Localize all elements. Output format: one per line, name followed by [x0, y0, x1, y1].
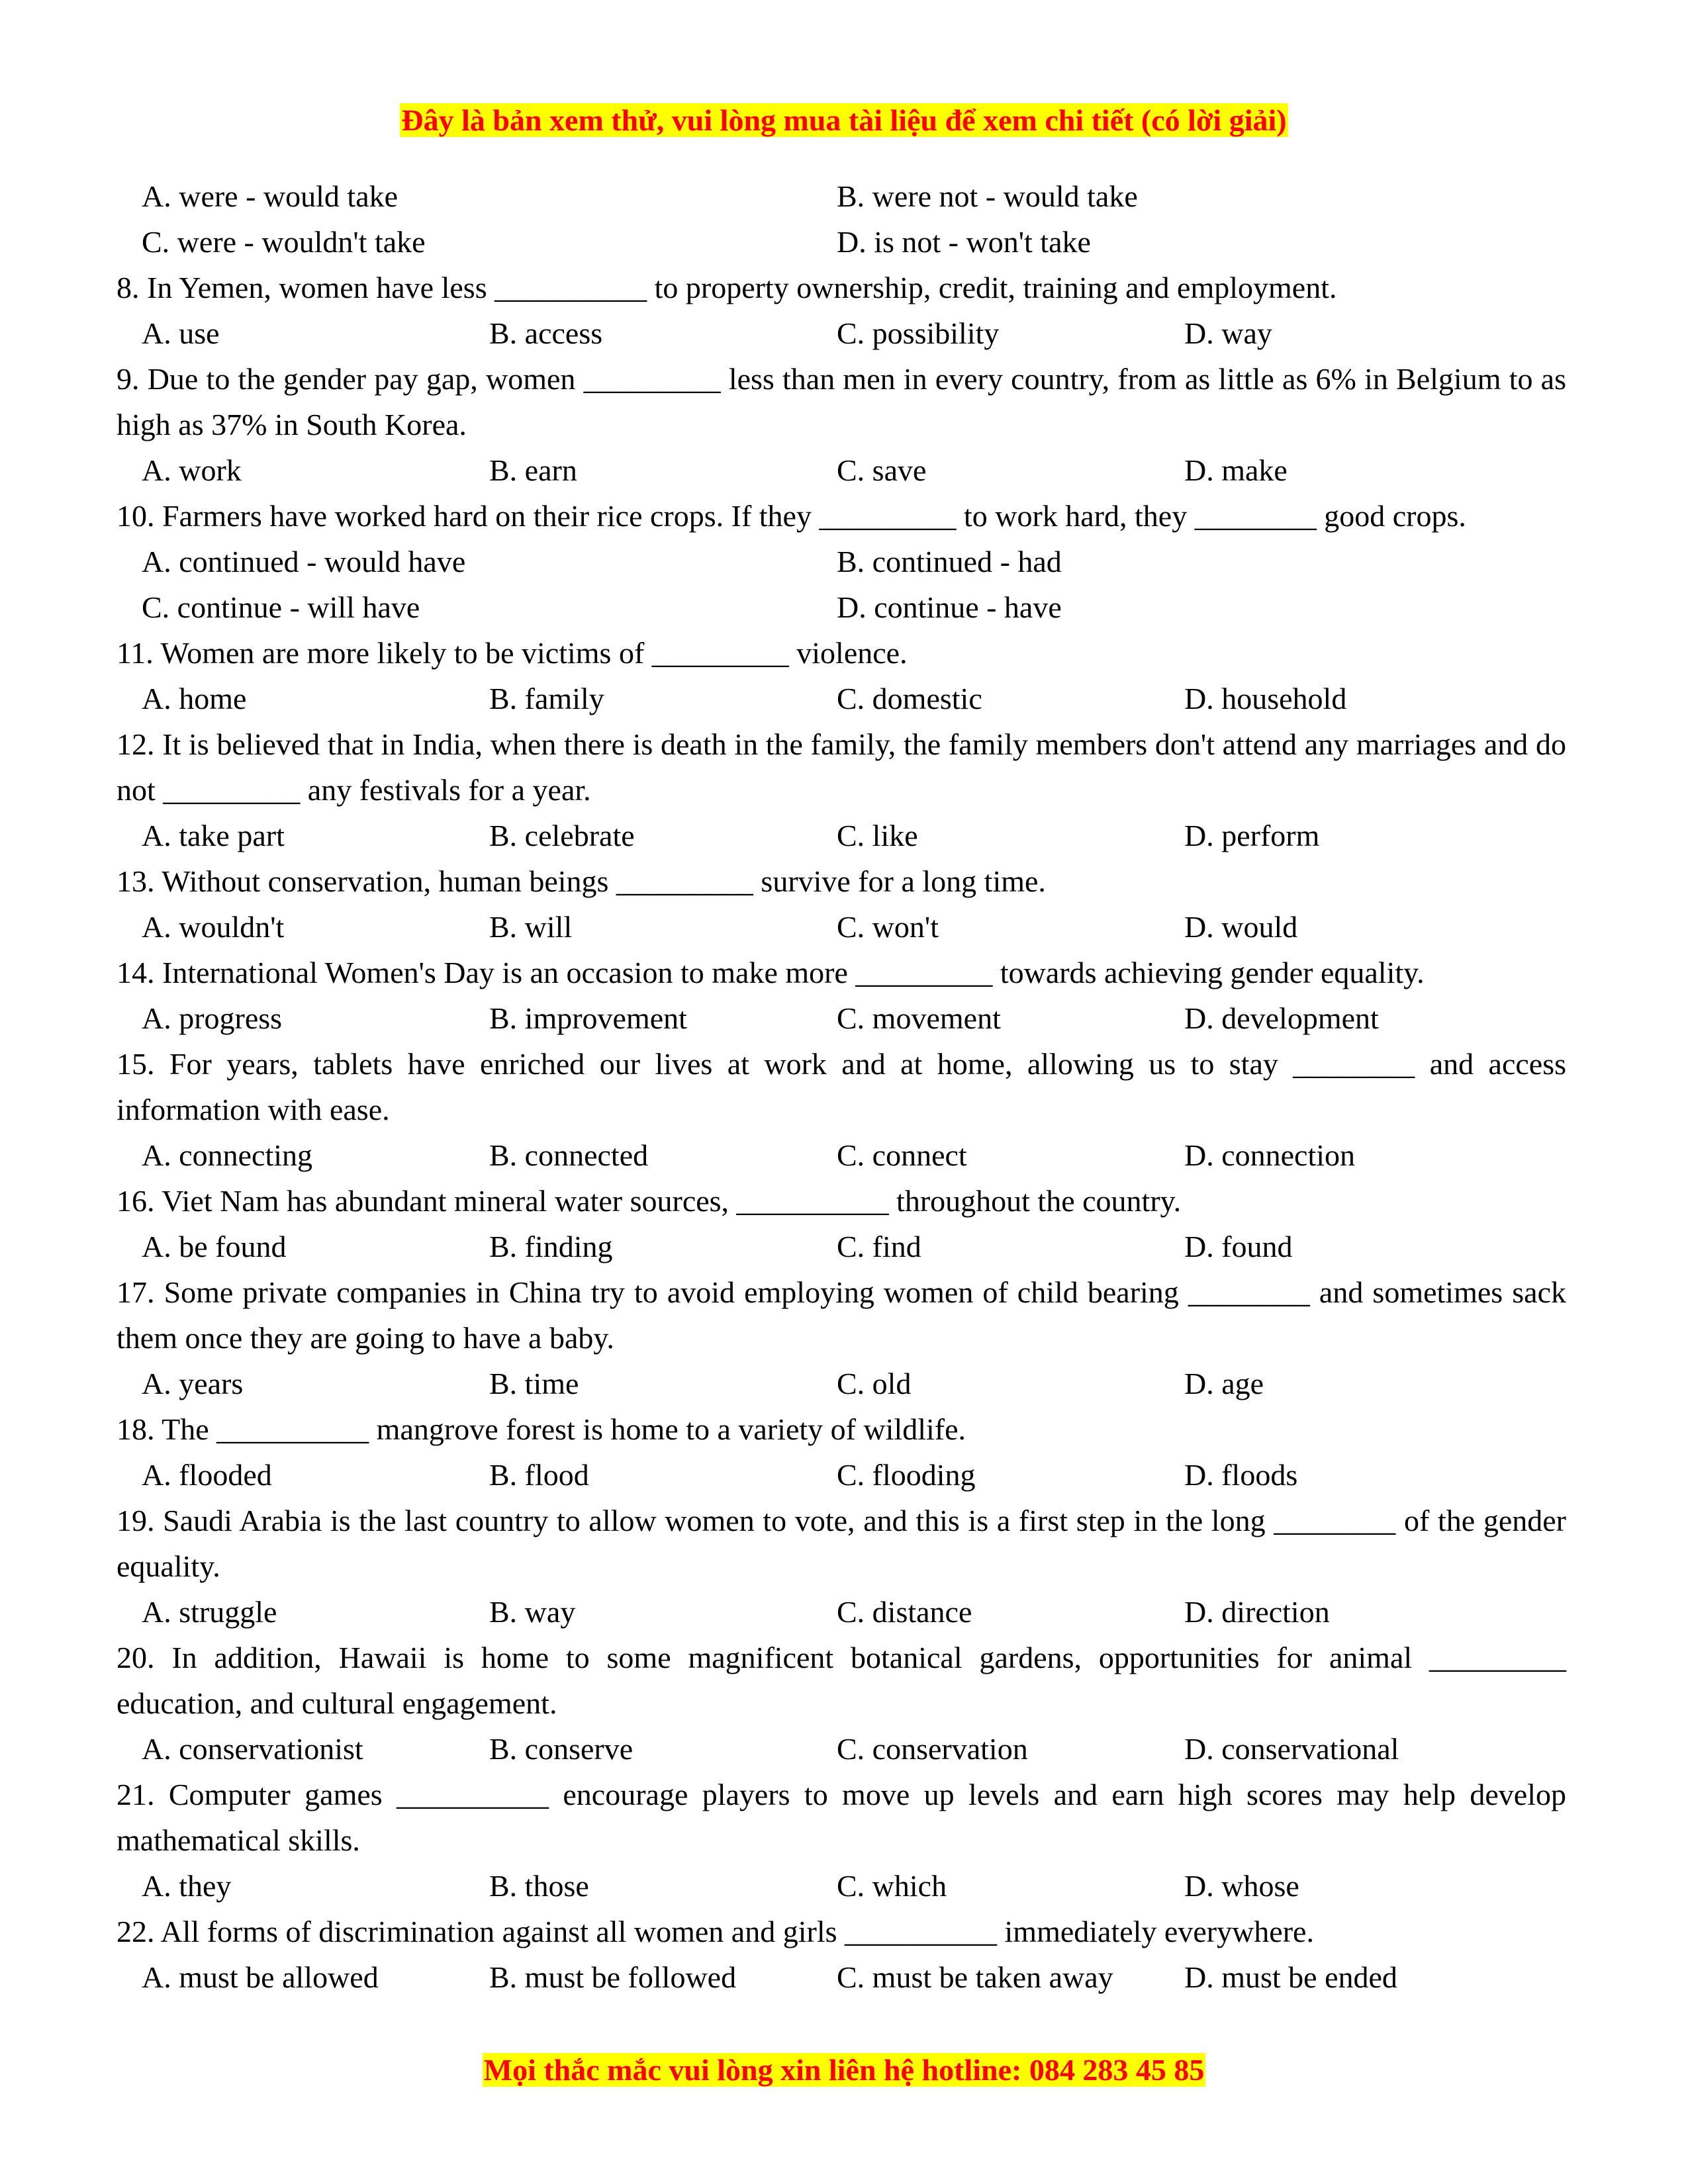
answer-option: A. connecting [142, 1138, 313, 1172]
answer-option: C. connect [837, 1138, 967, 1172]
answer-option: B. access [489, 316, 603, 350]
answer-option: C. flooding [837, 1458, 976, 1492]
question-stem: 15. For years, tablets have enriched our lives at work and at home, allowing us to stay ________ and access information with ease. [117, 1047, 1566, 1126]
question-stem: 19. Saudi Arabia is the last country to allow women to vote, and this is a first step in the long ________ of the gender equality. [117, 1504, 1566, 1583]
answer-option: D. direction [1184, 1595, 1330, 1629]
question-stem: 21. Computer games __________ encourage players to move up levels and earn high scores may help develop mathematical skills. [117, 1778, 1566, 1857]
options-row [117, 995, 1566, 1041]
question-item [117, 356, 1566, 493]
options-row [117, 1589, 1566, 1635]
answer-option: A. wouldn't [142, 910, 285, 944]
answer-option: D. perform [1184, 819, 1320, 852]
answer-option: A. be found [142, 1230, 287, 1263]
question-stem: 9. Due to the gender pay gap, women _________ less than men in every country, from as little as 6% in Belgium to as high as 37% in South Korea. [117, 362, 1566, 441]
answer-option: A. conservationist [142, 1732, 363, 1766]
answer-option: A. must be allowed [142, 1960, 379, 1994]
answer-option: D. household [1184, 682, 1347, 715]
question-item [117, 1269, 1566, 1406]
options-row [117, 1452, 1566, 1498]
question-item [117, 1406, 1566, 1498]
answer-option: B. were not - would take [837, 179, 1138, 213]
question-item [117, 1635, 1566, 1772]
question-list [117, 173, 1566, 2000]
question-item [117, 630, 1566, 721]
answer-option: B. family [489, 682, 604, 715]
answer-option: A. struggle [142, 1595, 277, 1629]
answer-option: C. distance [837, 1595, 972, 1629]
answer-option: A. work [142, 453, 242, 487]
answer-option: B. continued - had [837, 545, 1062, 578]
answer-option: D. age [1184, 1367, 1264, 1400]
preview-notice-text: Đây là bản xem thử, vui lòng mua tài liệu để xem chi tiết (có lời giải) [401, 103, 1287, 137]
question-stem: 18. The __________ mangrove forest is home to a variety of wildlife. [117, 1412, 966, 1446]
answer-option: B. celebrate [489, 819, 635, 852]
question-item [117, 265, 1566, 356]
question-stem: 22. All forms of discrimination against all women and girls __________ immediately everywhere. [117, 1915, 1314, 1948]
answer-option: A. they [142, 1869, 232, 1903]
answer-option: B. those [489, 1869, 589, 1903]
answer-option: A. home [142, 682, 247, 715]
question-stem: 16. Viet Nam has abundant mineral water sources, __________ throughout the country. [117, 1184, 1182, 1218]
answer-option: C. find [837, 1230, 921, 1263]
answer-option: C. must be taken away [837, 1960, 1113, 1994]
answer-option: C. which [837, 1869, 947, 1903]
answer-option: D. way [1184, 316, 1272, 350]
answer-option: C. save [837, 453, 927, 487]
preview-notice-banner [0, 101, 1688, 140]
options-row [117, 1954, 1566, 2000]
answer-option: B. connected [489, 1138, 649, 1172]
question-stem: 8. In Yemen, women have less __________ to property ownership, credit, training and employment. [117, 271, 1337, 304]
answer-option: A. take part [142, 819, 285, 852]
question-item [117, 1772, 1566, 1909]
options-row [117, 813, 1566, 858]
question-item [117, 1909, 1566, 2000]
answer-option: B. time [489, 1367, 579, 1400]
answer-option: C. domestic [837, 682, 982, 715]
answer-option: D. would [1184, 910, 1298, 944]
options-row [117, 1726, 1566, 1772]
options-row [117, 1361, 1566, 1406]
answer-option: B. must be followed [489, 1960, 737, 1994]
options-row [117, 1863, 1566, 1909]
question-stem: 10. Farmers have worked hard on their rice crops. If they _________ to work hard, they ________ good crops. [117, 499, 1466, 533]
options-row [117, 173, 1566, 219]
options-row [117, 584, 1566, 630]
answer-option: B. flood [489, 1458, 589, 1492]
question-item [117, 721, 1566, 858]
question-item [117, 858, 1566, 950]
question-stem: 11. Women are more likely to be victims of _________ violence. [117, 636, 908, 670]
answer-option: C. old [837, 1367, 912, 1400]
answer-option: B. finding [489, 1230, 613, 1263]
answer-option: D. development [1184, 1001, 1379, 1035]
question-stem: 17. Some private companies in China try to avoid employing women of child bearing ________ and sometimes sack them once they are going to have a baby. [117, 1275, 1566, 1355]
options-row [117, 310, 1566, 356]
hotline-notice-text: Mọi thắc mắc vui lòng xin liên hệ hotline: 084 283 45 85 [483, 2053, 1205, 2087]
question-item [117, 1041, 1566, 1178]
options-row [117, 539, 1566, 584]
answer-option: A. continued - would have [142, 545, 466, 578]
answer-option: B. improvement [489, 1001, 687, 1035]
answer-option: A. years [142, 1367, 244, 1400]
options-row [117, 676, 1566, 721]
answer-option: C. were - wouldn't take [142, 225, 426, 259]
options-row [117, 1224, 1566, 1269]
question-stem: 14. International Women's Day is an occasion to make more _________ towards achieving gender equality. [117, 956, 1425, 989]
question-stem: 20. In addition, Hawaii is home to some magnificent botanical gardens, opportunities for animal _________ education, and cultural engagement. [117, 1641, 1566, 1720]
answer-option: C. possibility [837, 316, 1000, 350]
answer-option: D. conservational [1184, 1732, 1399, 1766]
answer-option: D. whose [1184, 1869, 1299, 1903]
answer-option: B. way [489, 1595, 576, 1629]
answer-option: B. earn [489, 453, 577, 487]
question-stem: 12. It is believed that in India, when there is death in the family, the family members don't attend any marriages and do not _________ any festivals for a year. [117, 727, 1566, 807]
question-item [117, 950, 1566, 1041]
answer-option: C. won't [837, 910, 939, 944]
options-row [117, 1132, 1566, 1178]
answer-option: A. use [142, 316, 220, 350]
answer-option: C. conservation [837, 1732, 1028, 1766]
answer-option: D. connection [1184, 1138, 1356, 1172]
question-item [117, 493, 1566, 630]
answer-option: D. floods [1184, 1458, 1298, 1492]
question-stem: 13. Without conservation, human beings _________ survive for a long time. [117, 864, 1046, 898]
options-row [117, 219, 1566, 265]
answer-option: B. conserve [489, 1732, 633, 1766]
hotline-notice-banner [0, 2050, 1688, 2090]
answer-option: C. like [837, 819, 918, 852]
answer-option: B. will [489, 910, 573, 944]
answer-option: A. flooded [142, 1458, 272, 1492]
answer-option: A. were - would take [142, 179, 399, 213]
answer-option: A. progress [142, 1001, 283, 1035]
question-item [117, 1178, 1566, 1269]
answer-option: D. make [1184, 453, 1288, 487]
options-row [117, 904, 1566, 950]
answer-option: D. is not - won't take [837, 225, 1091, 259]
question-item [117, 1498, 1566, 1635]
answer-option: D. must be ended [1184, 1960, 1397, 1994]
question-item [117, 173, 1566, 265]
answer-option: C. movement [837, 1001, 1001, 1035]
answer-option: C. continue - will have [142, 590, 420, 624]
options-row [117, 447, 1566, 493]
answer-option: D. found [1184, 1230, 1293, 1263]
answer-option: D. continue - have [837, 590, 1062, 624]
